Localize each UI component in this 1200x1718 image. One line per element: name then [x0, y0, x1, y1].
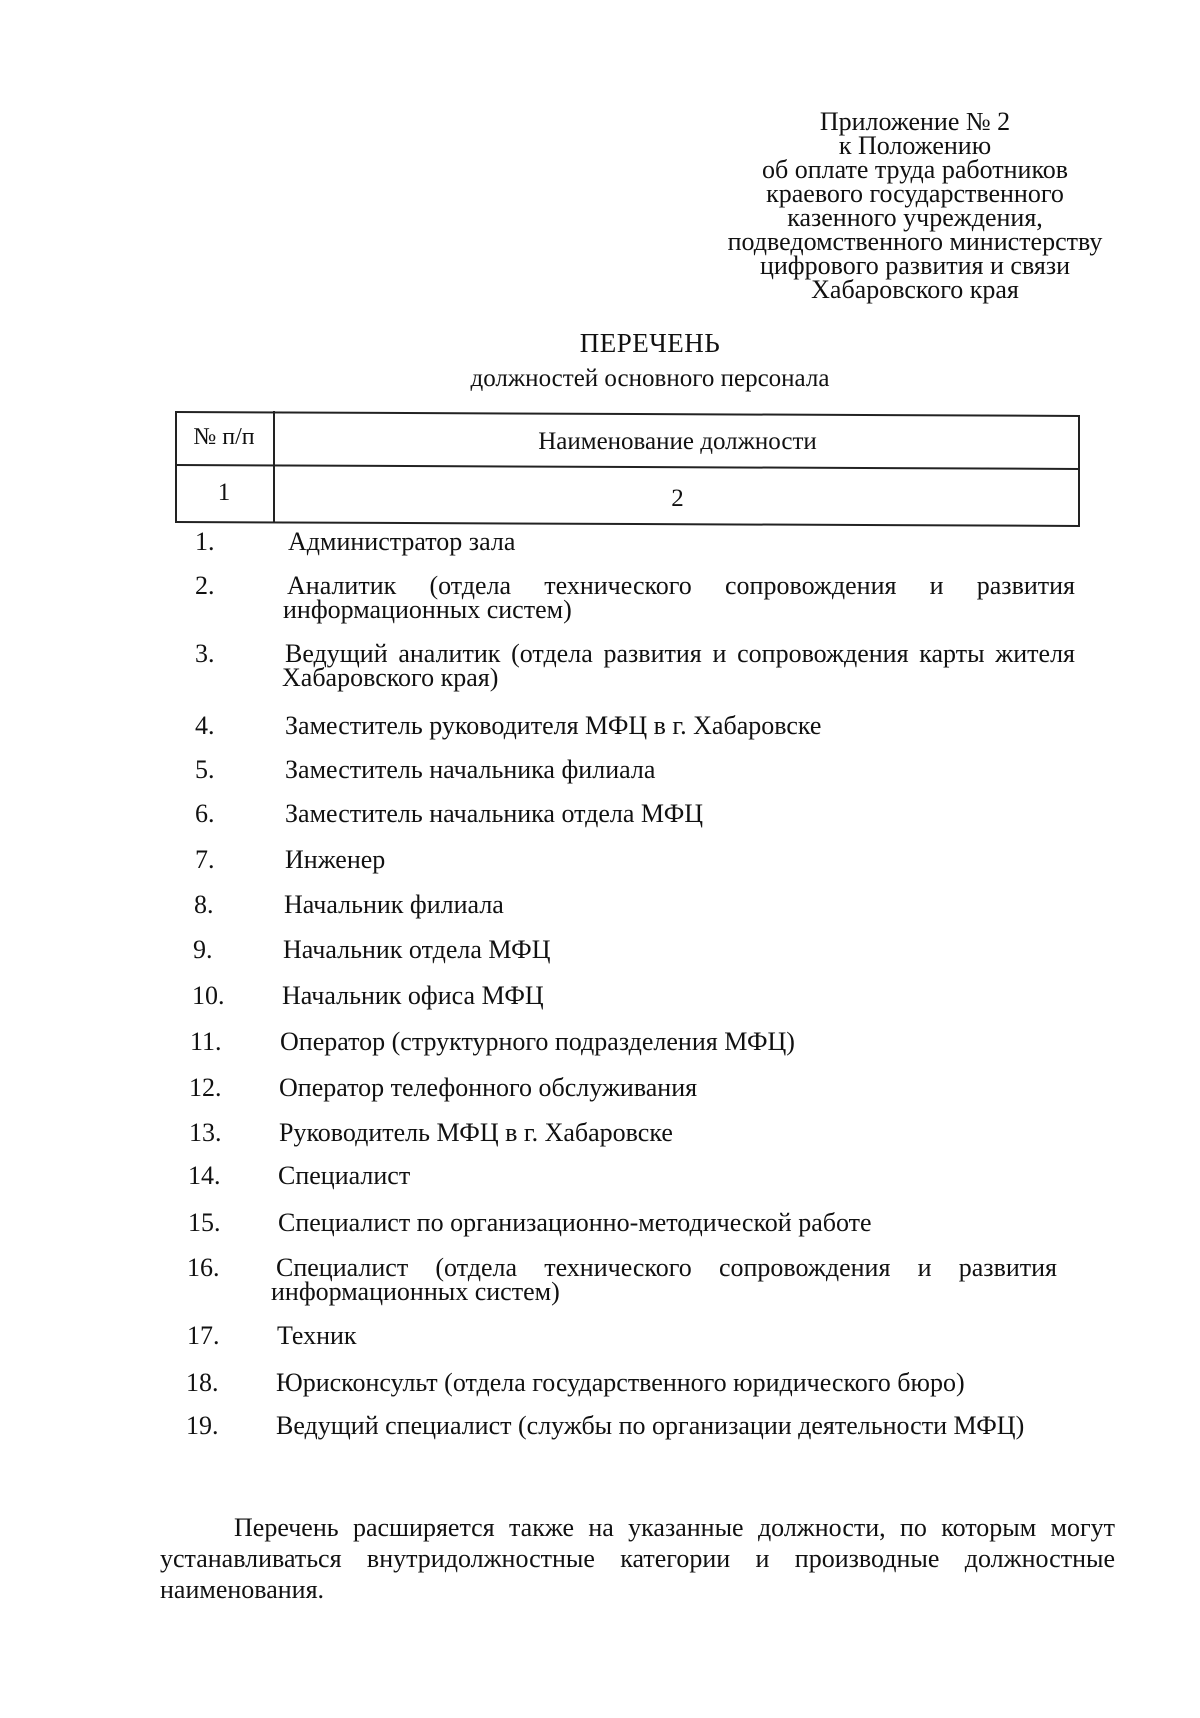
appendix-line: к Положению [838, 131, 992, 160]
item-name: Специалист (отдела технического сопровождения и развития информационных систем) [271, 1253, 1057, 1306]
item-number: 9. [193, 935, 213, 964]
item-number: 19. [186, 1411, 219, 1440]
item-name: Аналитик (отдела технического сопровождения и развития информационных систем) [283, 571, 1075, 624]
item-number: 15. [188, 1208, 221, 1237]
item-name: Администратор зала [288, 527, 516, 556]
index-cell-1: 1 [217, 479, 231, 506]
index-cell-2: 2 [671, 485, 684, 512]
appendix-line: об оплате труда работников [761, 155, 1069, 184]
item-number: 8. [194, 890, 214, 919]
item-name: Начальник офиса МФЦ [282, 981, 544, 1010]
item-number: 4. [195, 711, 215, 740]
header-name-cell: Наименование должности [538, 428, 817, 455]
item-name: Техник [277, 1321, 357, 1350]
item-number: 12. [189, 1073, 222, 1102]
appendix-line: Хабаровского края [811, 275, 1019, 304]
item-name: Начальник филиала [284, 890, 504, 919]
item-number: 13. [189, 1118, 222, 1147]
positions-table-header [175, 411, 1075, 526]
item-number: 14. [188, 1161, 221, 1190]
item-name: Начальник отдела МФЦ [283, 935, 551, 964]
item-name: Заместитель руководителя МФЦ в г. Хабаровске [285, 711, 822, 740]
item-number: 5. [195, 755, 215, 784]
appendix-line: подведомственного министерству [727, 227, 1103, 256]
item-name: Ведущий аналитик (отдела развития и сопровождения карты жителя Хабаровского края) [282, 639, 1075, 692]
header-number-cell: № п/п [193, 424, 255, 450]
appendix-header [690, 107, 1140, 304]
item-name: Инженер [285, 845, 386, 874]
document-title: ПЕРЕЧЕНЬ [579, 328, 721, 358]
footer-note: Перечень расширяется также на указанные должности, по которым могут устанавливаться внутридолжностные категории и производные должностные наименования. [160, 1513, 1115, 1604]
appendix-line: краевого государственного [766, 179, 1064, 208]
item-number: 17. [187, 1321, 220, 1350]
item-name: Специалист по организационно-методической работе [278, 1208, 872, 1237]
item-number: 2. [195, 571, 215, 600]
appendix-line: казенного учреждения, [787, 203, 1043, 232]
table-border-top [175, 411, 1080, 416]
table-row-divider [175, 464, 1080, 469]
item-name: Заместитель начальника отдела МФЦ [285, 799, 704, 828]
item-number: 18. [186, 1368, 219, 1397]
item-number: 6. [195, 799, 215, 828]
item-name: Специалист [278, 1161, 411, 1190]
item-number: 10. [192, 981, 225, 1010]
item-number: 1. [195, 527, 215, 556]
item-name: Заместитель начальника филиала [285, 755, 656, 784]
document-subtitle: должностей основного персонала [470, 365, 830, 392]
item-number: 11. [190, 1027, 222, 1056]
item-name: Ведущий специалист (службы по организации деятельности МФЦ) [276, 1411, 1025, 1440]
item-number: 3. [195, 639, 215, 668]
appendix-line: цифрового развития и связи [759, 251, 1071, 280]
item-name: Оператор (структурного подразделения МФЦ) [280, 1027, 795, 1056]
item-number: 16. [187, 1253, 220, 1282]
item-name: Юрисконсульт (отдела государственного юридического бюро) [276, 1368, 965, 1397]
item-number: 7. [195, 845, 215, 874]
appendix-line: Приложение № 2 [819, 107, 1011, 136]
item-name: Руководитель МФЦ в г. Хабаровске [279, 1118, 673, 1147]
item-name: Оператор телефонного обслуживания [279, 1073, 698, 1102]
